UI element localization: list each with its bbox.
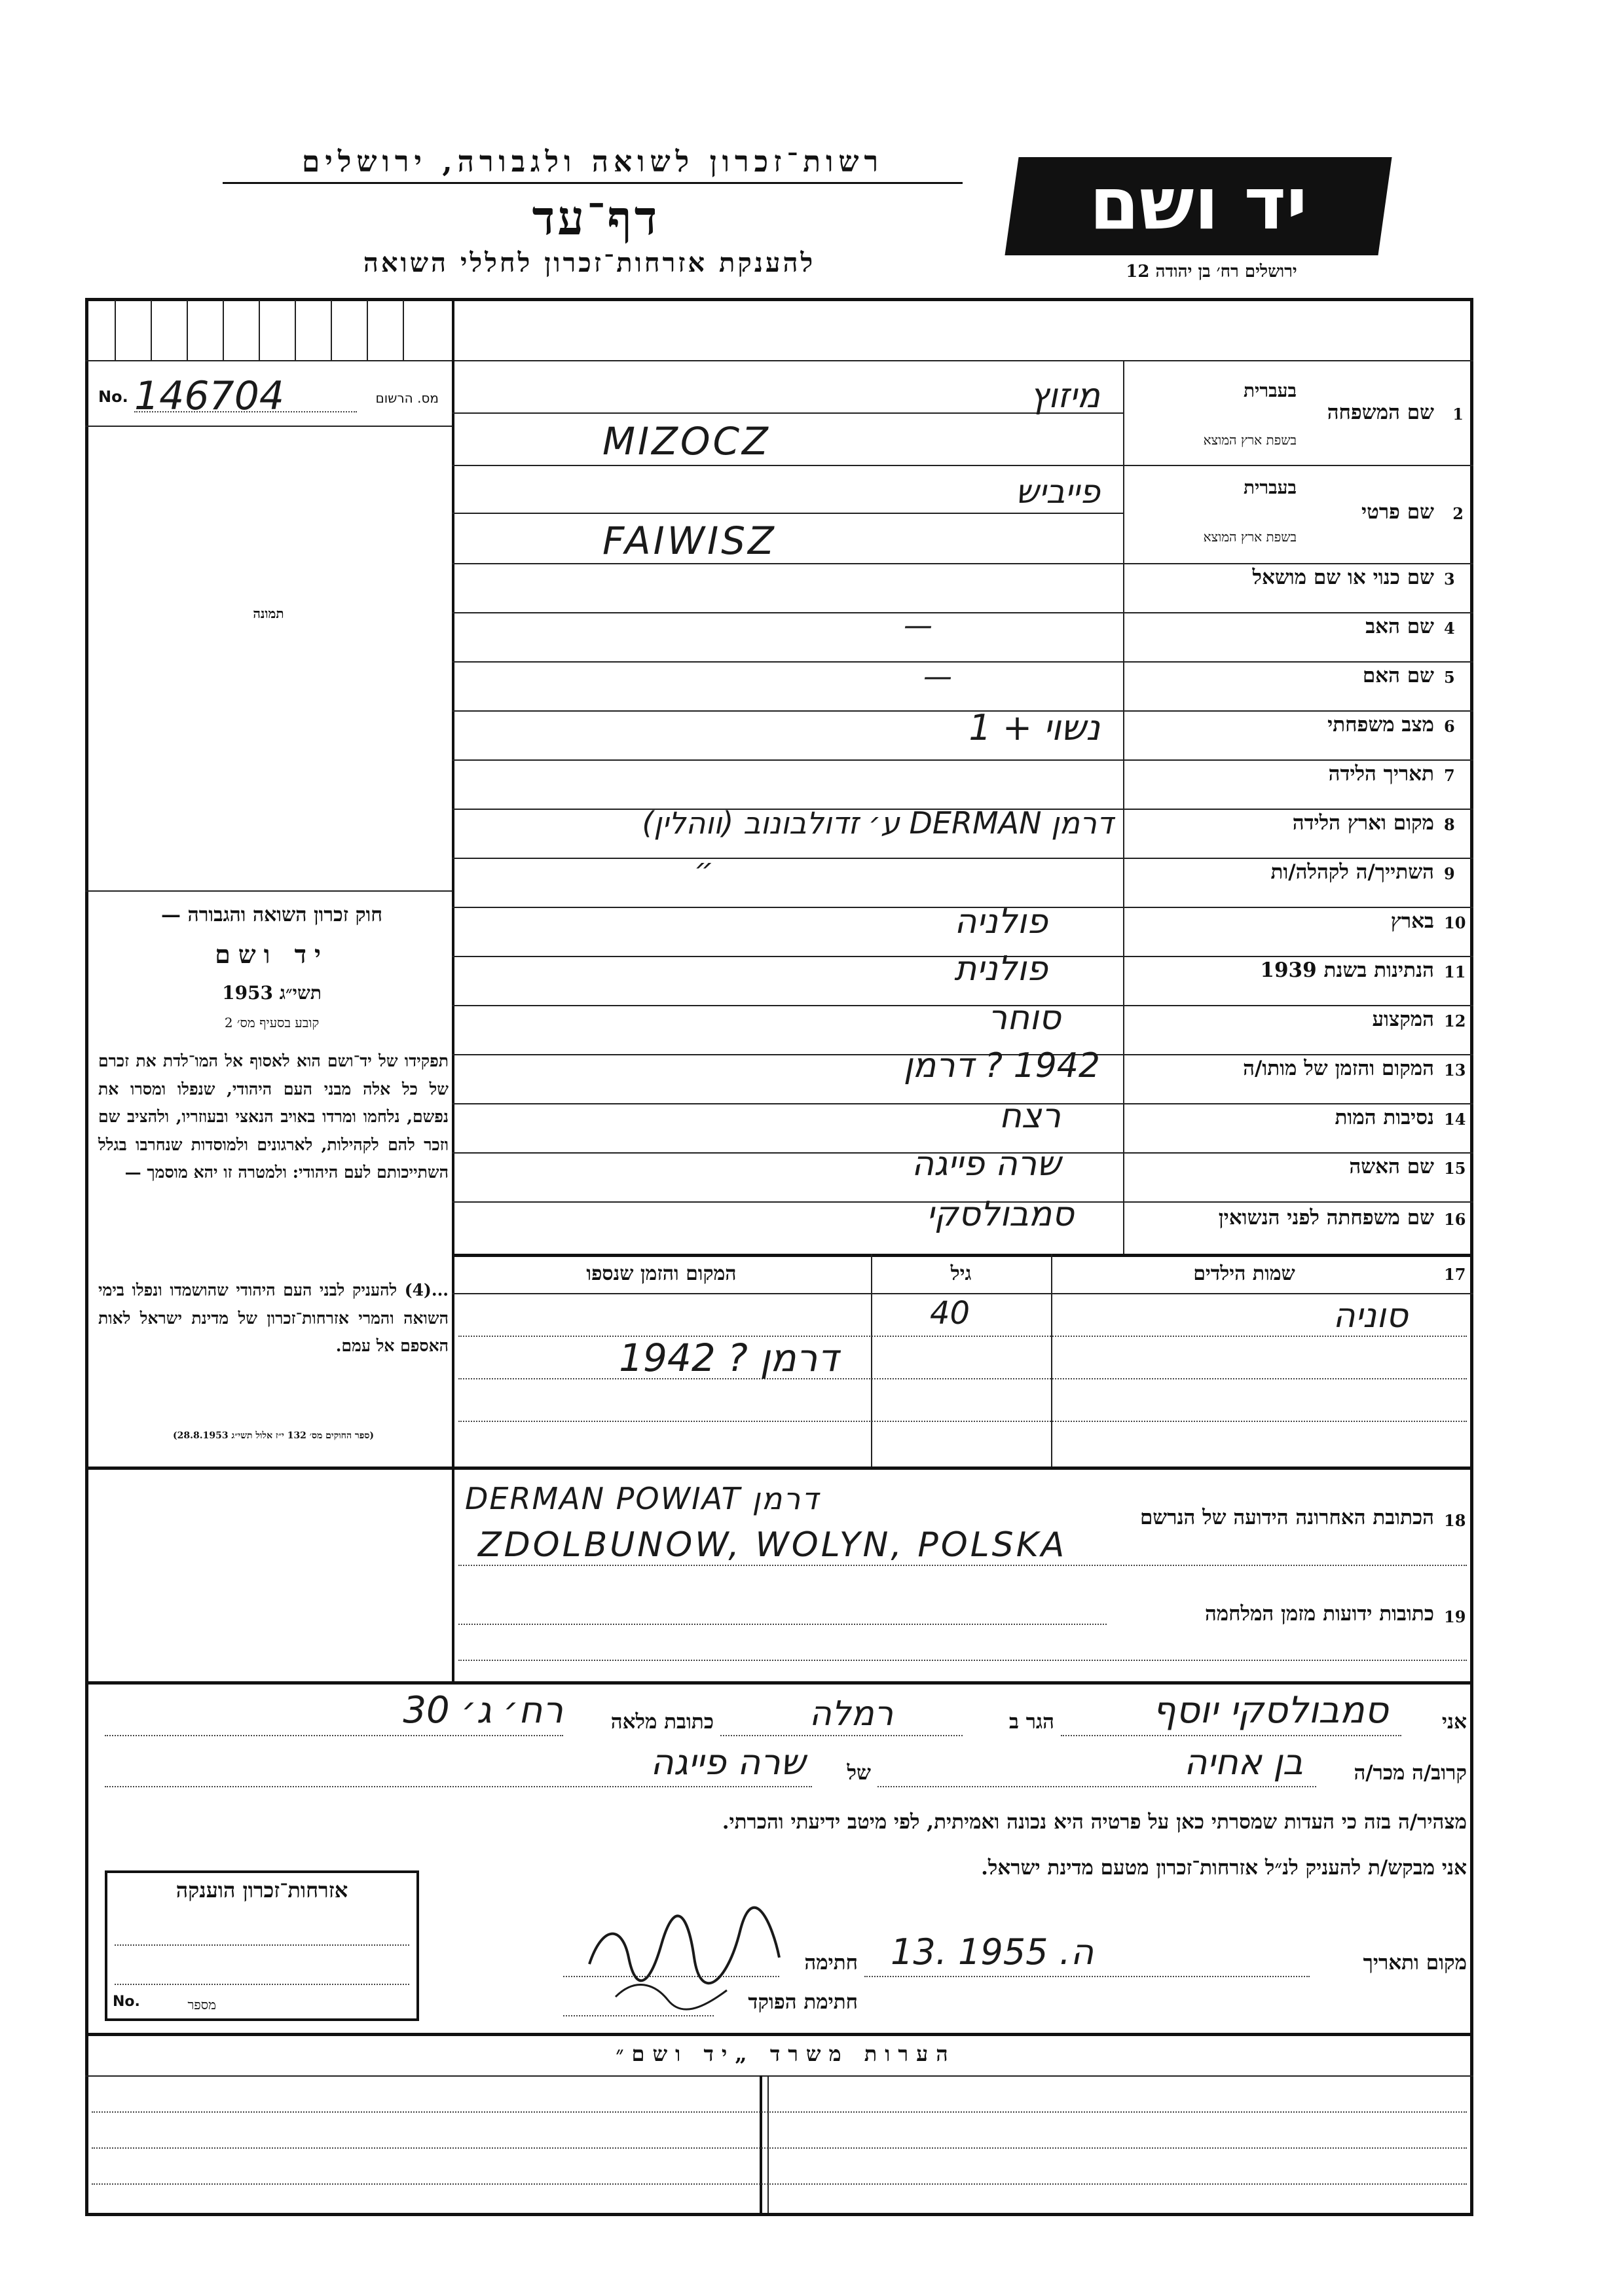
field-number: 6 — [1444, 717, 1455, 736]
official-signature-label: חתימת הפוקד — [748, 1990, 858, 2014]
strip-cell-line — [151, 300, 152, 360]
death-place-time-value: 1942 ? דרמן — [903, 1046, 1100, 1085]
organization-underline — [223, 182, 963, 184]
children-col-names: שמות הילדים — [1193, 1262, 1295, 1285]
declarant-name-value: סמבולסקי יוסף — [1152, 1689, 1388, 1732]
field-label-country: בארץ — [1390, 909, 1434, 933]
field-label-mother-name: שם האם — [1362, 664, 1434, 687]
family-name-hebrew-value: מיזוץ — [1029, 376, 1100, 416]
mother-name-value: — — [923, 660, 952, 693]
field-number: 19 — [1444, 1607, 1466, 1626]
official-signature-dots — [563, 2015, 714, 2016]
last-address-line2: ZDOLBUNOW, WOLYN, POLSKA — [478, 1525, 1067, 1565]
first-name-latin-value: FAIWISZ — [602, 519, 777, 563]
declaration-i-label: אני — [1441, 1710, 1467, 1734]
strip-cell-line — [295, 300, 296, 360]
field-number: 12 — [1444, 1011, 1466, 1030]
top-strip-line — [85, 360, 1473, 361]
signature-label: חתימה — [804, 1951, 858, 1975]
declaration-lives-label: הגר ב — [1008, 1710, 1054, 1734]
law-paragraph-1: תפקידו של יד־ושם הוא לאסוף אל המו־לדת את זכרם של כל אלה מבני העם היהודי, שנפלו ומסרו את נפשם, נלחמו ומרדו באויב הנאצי ובעוזריו, ולהציב שם וזכר להם לקהילות, לארגונים ולמוסדות שנחרבו בגלל השתייכותם לעם היהודי: ולמטרה זו יהא מוסמך — — [98, 1051, 449, 1182]
notes-dots — [92, 2183, 1467, 2185]
field-label-nickname: שם כנוי או שם מושאל — [1252, 566, 1434, 589]
field-number: 4 — [1444, 619, 1455, 638]
field-number: 2 — [1452, 504, 1464, 523]
field-label-marital-status: מצב משפחתי — [1327, 713, 1434, 737]
field-label-citizenship-1939: הנתינות בשנת 1939 — [1260, 958, 1434, 982]
strip-cell-line — [331, 300, 332, 360]
field-number: 14 — [1444, 1110, 1466, 1129]
notes-header-line — [85, 2075, 1473, 2077]
field-number: 9 — [1444, 864, 1455, 883]
death-circumstances-value: רצח — [999, 1097, 1061, 1136]
law-title: חוק זכרון השואה והגבורה — — [161, 903, 382, 926]
strip-cell-line — [403, 300, 404, 360]
field-label-death-place-time: המקום והזמן של מותו/ה — [1243, 1057, 1434, 1080]
strip-cell-line — [223, 300, 224, 360]
field-sub-origin-language: בשפת ארץ המוצא — [1203, 432, 1297, 448]
law-name: יד ושם — [215, 939, 329, 969]
registration-hebrew-label: מס. הרשום — [375, 390, 439, 406]
first-name-hebrew-value: פייביש — [1015, 473, 1100, 511]
citizenship-granted-title: אזרחות־זכרון הוענקה — [175, 1878, 348, 1903]
registration-dots — [134, 411, 357, 412]
stamp-box-dots — [115, 1984, 409, 1985]
declaration-statement-1: מצהיר/ה בזה כי העדות שמסרתי כאן על פרטיה היא נכונה ואמיתית, לפי מיטב ידיעתי והכרתי. — [722, 1810, 1467, 1834]
fields-end-line — [452, 1254, 1473, 1257]
child-age-value: 40 — [930, 1295, 970, 1332]
declarant-city-value: רמלה — [809, 1694, 894, 1734]
row-line — [452, 465, 1473, 466]
field-label-wife-name: שם האשה — [1349, 1155, 1434, 1178]
law-year: תשי״ג 1953 — [222, 982, 322, 1004]
law-source: (ספר החוקים מס׳ 132 י״ז אלול תשי״ג 28.8.1953) — [173, 1430, 374, 1441]
declaration-address-dots — [105, 1735, 563, 1736]
row-line — [452, 858, 1473, 859]
wartime-address-dots — [458, 1624, 1107, 1625]
notes-dots — [92, 2111, 1467, 2113]
last-address-line1: DERMAN POWIAT דרמן — [465, 1481, 820, 1516]
row-line — [452, 759, 1473, 761]
field-label-death-circumstances: נסיבות המות — [1335, 1106, 1434, 1129]
field-sub-origin-language: בשפת ארץ המוצא — [1203, 529, 1297, 545]
citizenship-value: פולנית — [954, 949, 1048, 989]
field-number: 8 — [1444, 815, 1455, 834]
law-section: קובע בסעיף מס׳ 2 — [224, 1015, 320, 1030]
left-panel-divider — [452, 300, 454, 1681]
address-dots — [458, 1565, 1467, 1566]
form-title: דף־עד — [532, 190, 660, 246]
relative-value: בן אחיה — [1184, 1741, 1303, 1783]
field-sub-hebrew: בעברית — [1243, 380, 1297, 401]
children-header-line — [452, 1293, 1473, 1294]
office-notes-title: הערות משרד „יד ושם״ — [616, 2041, 956, 2066]
declaration-relative-dots — [877, 1786, 1316, 1787]
field-label-father-name: שם האב — [1365, 615, 1434, 638]
child-name-value: סוניה — [1333, 1296, 1408, 1336]
field-number: 10 — [1444, 913, 1466, 932]
field-number: 11 — [1444, 962, 1466, 981]
field-sub-hebrew: בעברית — [1243, 477, 1297, 498]
field-number: 13 — [1444, 1061, 1466, 1080]
children-col-divider — [871, 1254, 872, 1467]
family-name-latin-value: MIZOCZ — [602, 419, 771, 464]
notes-divider — [760, 2075, 762, 2213]
registration-no-label: No. — [98, 388, 128, 406]
community-value: ״ — [694, 851, 714, 886]
maiden-name-value: סמבולסקי — [926, 1195, 1074, 1234]
row-line — [452, 661, 1473, 663]
field-label-birth-date: תאריך הלידה — [1328, 762, 1434, 786]
strip-cell-line — [259, 300, 260, 360]
logo-address: ירושלים רח׳ בן יהודה 12 — [1126, 262, 1297, 282]
wartime-address-dots — [458, 1660, 1467, 1661]
organization-name: רשות־זכרון לשואה ולגבורה, ירושלים — [301, 145, 884, 179]
declaration-statement-2: אני מבקש/ת להעניק לנ״ל אזרחות־זכרון מטעם מדינת ישראל. — [981, 1856, 1467, 1880]
field-label-family-name: שם המשפחה — [1327, 401, 1434, 424]
field-label-wartime-addresses: כתובות ידועות מזמן המלחמה — [1204, 1602, 1434, 1626]
field-number: 18 — [1444, 1511, 1466, 1530]
father-name-value: — — [904, 609, 932, 642]
children-col-divider — [1051, 1254, 1052, 1467]
field-number: 7 — [1444, 766, 1455, 785]
field-label-profession: המקצוע — [1372, 1008, 1434, 1031]
declaration-relative-label: קרוב/ה מכר/ה — [1354, 1761, 1467, 1785]
child-place-value: דרמן ? 1942 — [619, 1336, 838, 1380]
place-date-value: 13. ה. 1955 — [891, 1931, 1094, 1973]
declarant-address-value: רח׳ ג׳ 30 — [403, 1689, 563, 1732]
row-line — [452, 563, 1473, 564]
registration-no-value: 146704 — [134, 373, 285, 419]
wife-name-value: שרה פייגה — [912, 1144, 1061, 1184]
registration-line — [85, 426, 452, 427]
notes-dots — [92, 2147, 1467, 2149]
field-label-maiden-name: שם משפחתה לפני הנשואין — [1218, 1206, 1434, 1230]
field-number: 16 — [1444, 1210, 1466, 1229]
logo-text: יד ושם — [1089, 162, 1308, 246]
stamp-box-dots — [115, 1944, 409, 1946]
children-col-age: גיל — [950, 1262, 972, 1285]
law-paragraph-2: ...(4) להעניק לבני העם היהודי שהושמדו ונפלו בימי השואה והמרי אזרחות־זכרון של מדינת ישראל לאות האספם אל עמם. — [98, 1281, 449, 1355]
profession-value: סוחר — [987, 998, 1061, 1038]
declaration-of-dots — [105, 1786, 812, 1787]
field-number: 15 — [1444, 1159, 1466, 1178]
address-end-line — [85, 1681, 1473, 1685]
declaration-address-label: כתובת מלאה — [610, 1710, 714, 1734]
form-subtitle: להענקת אזרחות־זכרון לחללי השואה — [363, 247, 816, 278]
declaration-lives-dots — [720, 1735, 963, 1736]
stamp-number-label: מספר — [187, 1997, 216, 2013]
stamp-no-label: No. — [113, 1994, 140, 2010]
field-label-first-name: שם פרטי — [1361, 500, 1434, 524]
relative-of-value: שרה פייגה — [650, 1741, 805, 1783]
children-col-place: המקום והזמן שנספו — [586, 1262, 737, 1285]
notes-divider-inner — [767, 2075, 769, 2213]
field-number: 3 — [1444, 570, 1455, 589]
country-value: פולניה — [954, 902, 1048, 941]
row-line — [452, 513, 1123, 514]
field-number: 17 — [1444, 1265, 1466, 1284]
place-date-dots — [864, 1976, 1310, 1977]
children-end-line — [85, 1467, 1473, 1470]
row-line — [452, 612, 1473, 613]
photo-label: תמונה — [253, 606, 284, 621]
strip-cell-line — [367, 300, 368, 360]
photo-box-bottom — [85, 890, 452, 892]
declaration-i-dots — [1061, 1735, 1401, 1736]
strip-cell-line — [187, 300, 188, 360]
birth-place-value: דרמן DERMAN ע׳ זדולבונוב (ווהלין) — [642, 805, 1113, 841]
field-label-birth-place: מקום וארץ הלידה — [1292, 811, 1434, 835]
field-label-community: השתייך/ה לקהלה/ות — [1270, 860, 1434, 884]
declaration-of-label: של — [847, 1761, 871, 1785]
field-label-last-address: הכתובת האחרונה הידועה של הנרשם — [1139, 1506, 1434, 1529]
field-number: 1 — [1452, 405, 1464, 424]
field-number: 5 — [1444, 668, 1455, 687]
strip-cell-line — [115, 300, 116, 360]
children-row-dots — [458, 1421, 1467, 1422]
marital-status-value: נשוי + 1 — [969, 707, 1100, 748]
place-date-label: מקום ותאריך — [1363, 1951, 1467, 1975]
registration-number — [98, 373, 439, 419]
notes-top-line — [85, 2033, 1473, 2036]
